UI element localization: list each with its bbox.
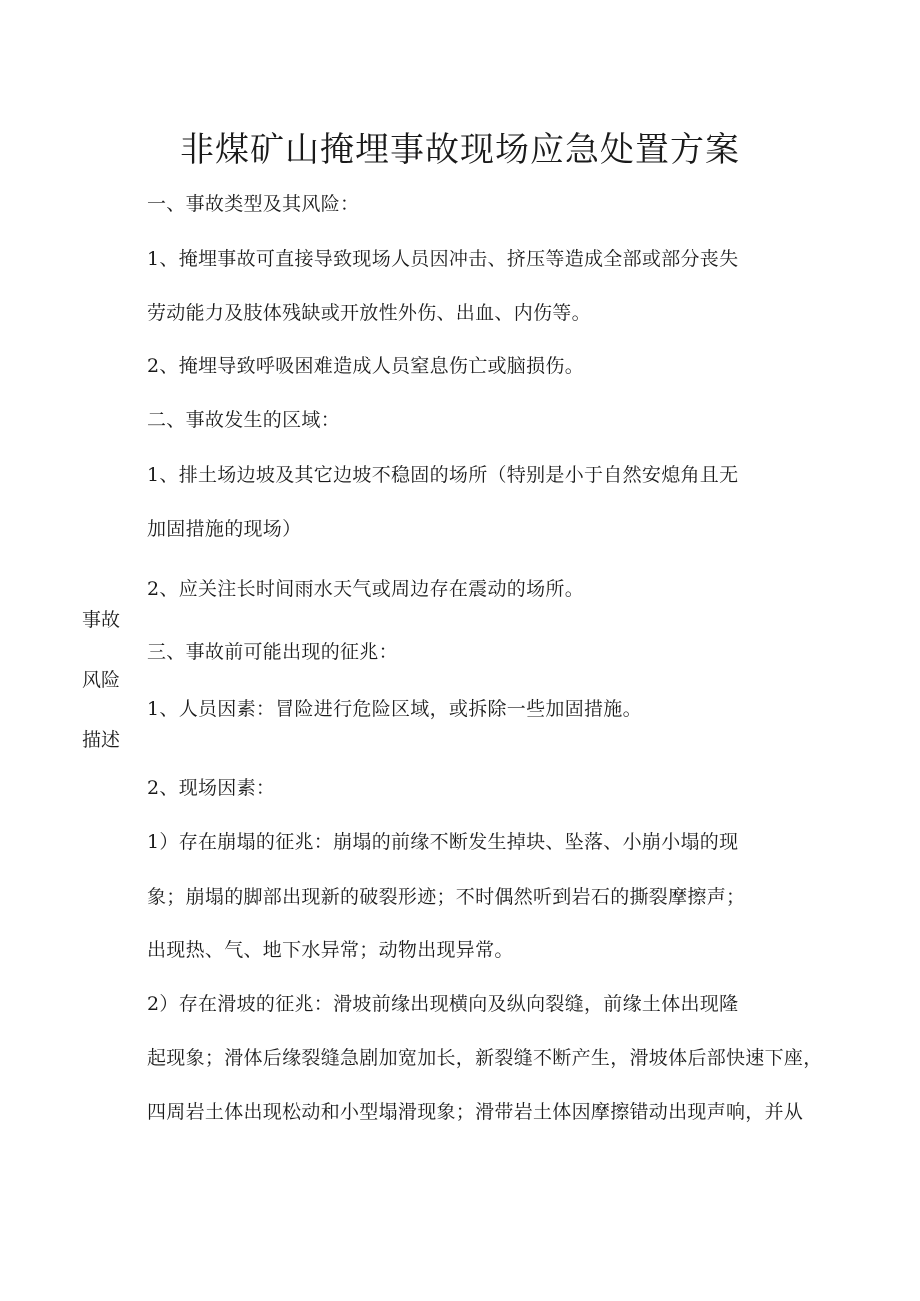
side-label-line: 描述 xyxy=(82,729,121,751)
page-title: 非煤矿山掩埋事故现场应急处置方案 xyxy=(180,130,740,170)
paragraph-line: 2、应关注长时间雨水天气或周边存在震动的场所。 xyxy=(147,578,584,600)
paragraph-line: 1、掩埋事故可直接导致现场人员因冲击、挤压等造成全部或部分丧失 xyxy=(147,248,739,270)
paragraph-line: 2、现场因素： xyxy=(147,777,276,799)
paragraph-line: 2）存在滑坡的征兆：滑坡前缘出现横向及纵向裂缝，前缘土体出现隆 xyxy=(147,993,739,1015)
paragraph-line: 1）存在崩塌的征兆：崩塌的前缘不断发生掉块、坠落、小崩小塌的现 xyxy=(147,831,739,853)
paragraph-line: 加固措施的现场） xyxy=(147,518,302,540)
paragraph-line: 象；崩塌的脚部出现新的破裂形迹；不时偶然听到岩石的撕裂摩擦声； xyxy=(147,886,746,908)
section-heading: 一、事故类型及其风险： xyxy=(147,193,360,215)
side-label-line: 风险 xyxy=(82,669,121,691)
paragraph-line: 劳动能力及肢体残缺或开放性外伤、出血、内伤等。 xyxy=(147,302,591,324)
side-label-line: 事故 xyxy=(82,609,121,631)
paragraph-line: 出现热、气、地下水异常；动物出现异常。 xyxy=(147,939,514,961)
paragraph-line: 1、人员因素：冒险进行危险区域，或拆除一些加固措施。 xyxy=(147,698,642,720)
paragraph-line: 2、掩埋导致呼吸困难造成人员窒息伤亡或脑损伤。 xyxy=(147,355,584,377)
section-heading: 二、事故发生的区域： xyxy=(147,409,341,431)
paragraph-line: 四周岩土体出现松动和小型塌滑现象；滑带岩土体因摩擦错动出现声响，并从 xyxy=(147,1101,804,1123)
section-heading: 三、事故前可能出现的征兆： xyxy=(147,641,398,663)
paragraph-line: 起现象；滑体后缘裂缝急剧加宽加长，新裂缝不断产生，滑坡体后部快速下座， xyxy=(147,1047,823,1069)
paragraph-line: 1、排土场边坡及其它边坡不稳固的场所（特别是小于自然安熄角且无 xyxy=(147,464,739,486)
